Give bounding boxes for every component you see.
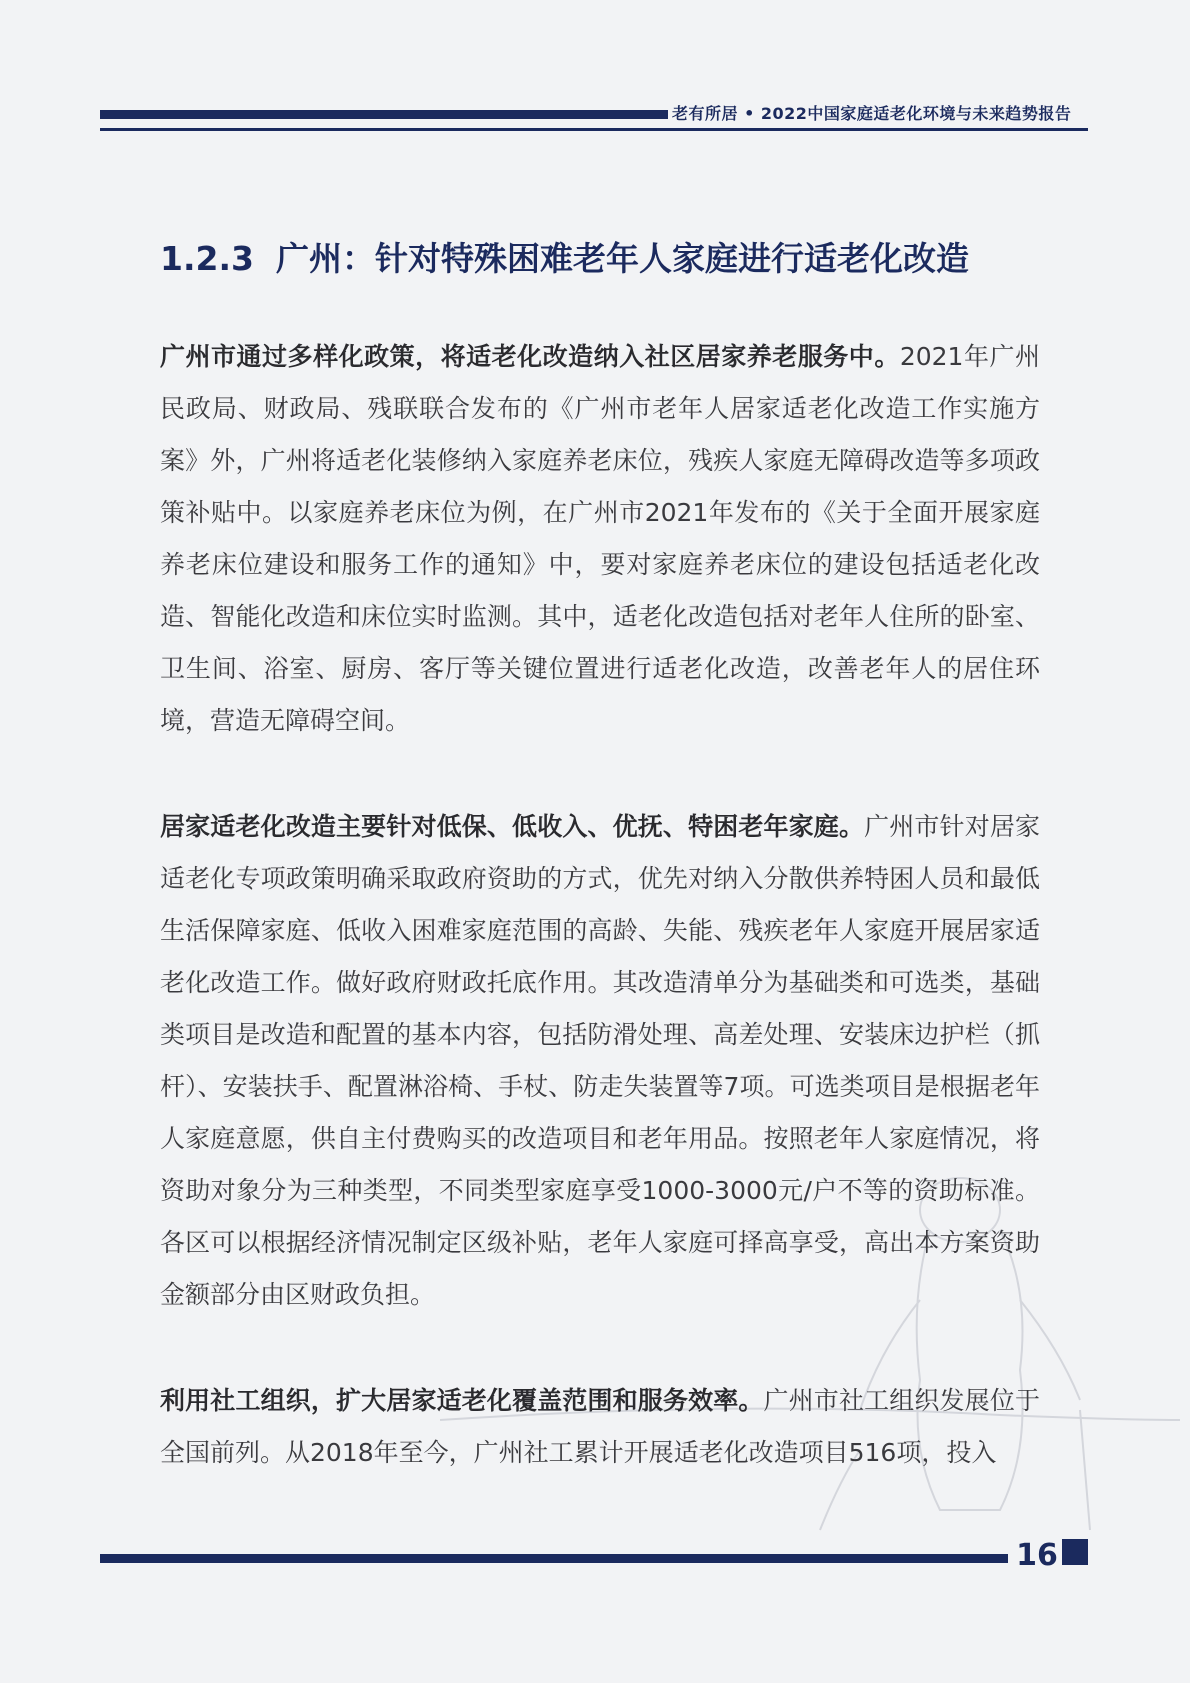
section-heading (160, 234, 1060, 284)
page-number: 16 (1016, 1538, 1058, 1573)
paragraph-lead: 居家适老化改造主要针对低保、低收入、优抚、特困老年家庭。 (160, 812, 865, 841)
paragraph-body: 广州市针对居家适老化专项政策明确采取政府资助的方式，优先对纳入分散供养特困人员和最低生活保障家庭、低收入困难家庭范围的高龄、失能、残疾老年人家庭开展居家适老化改造工作。做好政府财政托底作用。其改造清单分为基础类和可选类，基础类项目是改造和配置的基本内容，包括防滑处理、高差处理、安装床边护栏（抓杆）、安装扶手、配置淋浴椅、手杖、防走失装置等7项。可选类项目是根据老年人家庭意愿，供自主付费购买的改造项目和老年用品。按照老年人家庭情况，将资助对象分为三种类型，不同类型家庭享受1000-3000元/户不等的资助标准。各区可以根据经济情况制定区级补贴，老年人家庭可择高享受，高出本方案资助金额部分由区财政负担。 (160, 812, 1040, 1309)
header-rule (100, 128, 1088, 131)
page-marker-square (1062, 1539, 1088, 1565)
section-title: 广州：针对特殊困难老年人家庭进行适老化改造 (275, 239, 969, 278)
paragraph-policy-overview (160, 331, 1040, 747)
section-number: 1.2.3 (160, 239, 254, 278)
paragraph-body: 广州市社工组织发展位于全国前列。从2018年至今，广州社工累计开展适老化改造项目516项，投入 (160, 1386, 1040, 1467)
paragraph-body: 2021年广州民政局、财政局、残联联合发布的《广州市老年人居家适老化改造工作实施方案》外，广州将适老化装修纳入家庭养老床位，残疾人家庭无障碍改造等多项政策补贴中。以家庭养老床位为例，在广州市2021年发布的《关于全面开展家庭养老床位建设和服务工作的通知》中，要对家庭养老床位的建设包括适老化改造、智能化改造和床位实时监测。其中，适老化改造包括对老年人住所的卧室、卫生间、浴室、厨房、客厅等关键位置进行适老化改造，改善老年人的居住环境，营造无障碍空间。 (160, 342, 1041, 735)
header-bar (100, 110, 668, 119)
paragraph-lead: 广州市通过多样化政策，将适老化改造纳入社区居家养老服务中。 (160, 342, 900, 371)
report-running-title: 老有所居 • 2022中国家庭适老化环境与未来趋势报告 (672, 104, 1072, 123)
paragraph-target-households (160, 801, 1040, 1321)
paragraph-social-work (160, 1375, 1040, 1479)
paragraph-lead: 利用社工组织，扩大居家适老化覆盖范围和服务效率。 (160, 1386, 764, 1415)
footer-bar (100, 1554, 1008, 1563)
